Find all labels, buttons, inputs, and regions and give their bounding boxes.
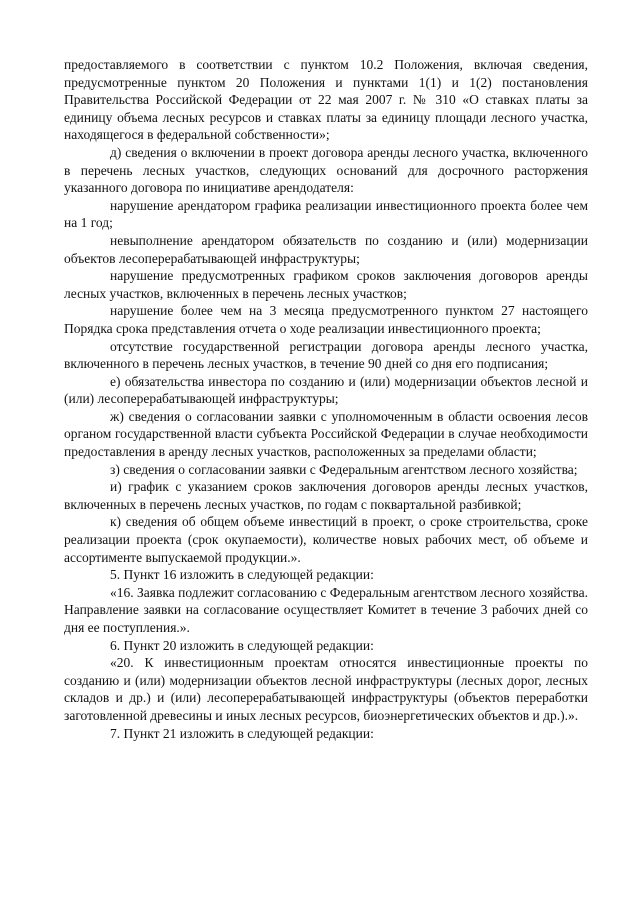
paragraph-amendment-7: 7. Пункт 21 изложить в следующей редакции: — [110, 725, 374, 741]
paragraph-amendment-6: 6. Пункт 20 изложить в следующей редакции: — [110, 637, 374, 653]
paragraph-item-d: д) сведения о включении в проект договора аренды лесного участка, включенного в перечень лесных участков, следующих оснований для досрочного расторжения указанного договора по инициативе арендодателя: — [64, 144, 588, 196]
paragraph-item-z: з) сведения о согласовании заявки с Федеральным агентством лесного хозяйства; — [110, 461, 578, 477]
paragraph-item-i: и) график с указанием сроков заключения договоров аренды лесных участков, включенных в перечень лесных участков, по годам с поквартальной разбивкой; — [64, 479, 588, 512]
paragraph-amendment-5: 5. Пункт 16 изложить в следующей редакции: — [110, 567, 374, 583]
paragraph-ground-report-delay: нарушение более чем на 3 месяца предусмотренного пунктом 27 настоящего Порядка срока представления отчета о ходе реализации инвестиционного проекта; — [64, 303, 588, 336]
paragraph-ground-nonfulfillment: невыполнение арендатором обязательств по созданию и (или) модернизации объектов лесоперерабатывающей инфраструктуры; — [64, 232, 588, 266]
paragraph-clause-16: «16. Заявка подлежит согласованию с Федеральным агентством лесного хозяйства. Направление заявки на согласование осуществляет Комитет в течение 3 рабочих дней со дня ее поступления.». — [64, 584, 588, 635]
paragraph-ground-no-registration: отсутствие государственной регистрации договора аренды лесного участка, включенного в перечень лесных участков, в течение 90 дней со дня его подписания; — [64, 338, 588, 372]
paragraph-item-e: е) обязательства инвестора по созданию и (или) модернизации объектов лесной и (или) лесоперерабатывающей инфраструктуры; — [64, 373, 588, 407]
paragraph-item-k: к) сведения об общем объеме инвестиций в проект, о сроке строительства, сроке реализации проекта (срок окупаемости), количестве новых рабочих мест, об объеме и ассортименте выпускаемой продукции.». — [64, 514, 588, 565]
paragraph-ground-schedule-violation: нарушение арендатором графика реализации инвестиционного проекта более чем на 1 год; — [64, 197, 588, 231]
paragraph-item-zh: ж) сведения о согласовании заявки с уполномоченным в области освоения лесов органом государственной власти субъекта Российской Федерации в случае необходимости предоставления в аренду лесных участков, расположенных за пределами области; — [64, 408, 588, 460]
paragraph-clause-20: «20. К инвестиционным проектам относятся инвестиционные проекты по созданию и (или) модернизации объектов лесной инфраструктуры (лесных дорог, лесных складов и др.) и (или) лесоперерабатывающей инфраструктуры (объектов переработки заготовленной древесины и иных лесных ресурсов, биоэнергетических объектов и др.).». — [64, 655, 588, 723]
paragraph-continuation: предоставляемого в соответствии с пунктом 10.2 Положения, включая сведения, предусмотренные пунктом 20 Положения и пунктами 1(1) и 1(2) постановления Правительства Российской Федерации от 22 мая 2007 г. № 310 «О ставках платы за единицу объема лесных ресурсов и ставках платы за единицу площади лесного участка, находящегося в федеральной собственности»; — [64, 57, 588, 143]
paragraph-ground-lease-deadlines: нарушение предусмотренных графиком сроков заключения договоров аренды лесных участков, включенных в перечень лесных участков; — [64, 268, 588, 301]
